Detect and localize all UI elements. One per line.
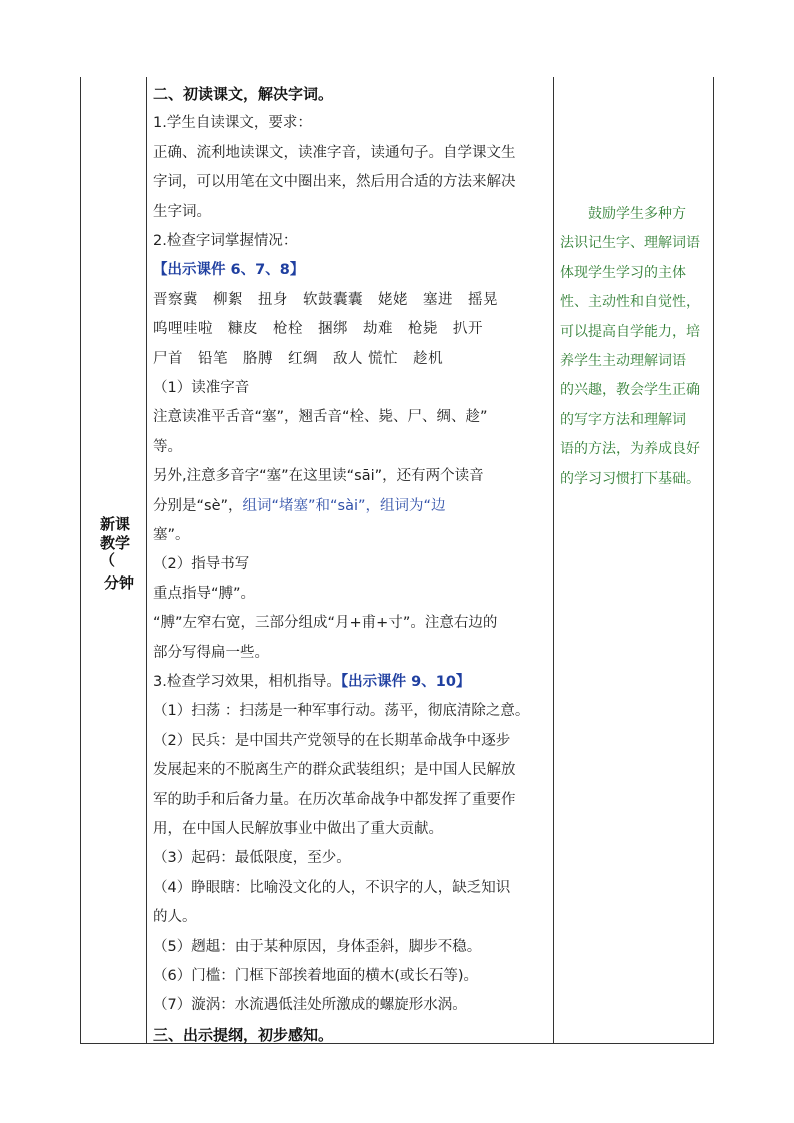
step-line xyxy=(153,668,551,697)
content-line: 塞”。 xyxy=(153,527,190,543)
content-line: 1.学生自读课文，要求： xyxy=(153,115,312,132)
design-intent-line: 的兴趣，教会学生正确 xyxy=(560,382,700,399)
section-label-line: 新课 xyxy=(100,515,131,533)
pronunciation-example: 组词“堵塞”和“sài”，组词为“边 xyxy=(242,497,446,514)
content-line: （3）起码：最低限度，至少。 xyxy=(153,850,351,867)
design-intent-line: 鼓励学生多种方 xyxy=(560,206,686,222)
content-line: （6）门槛：门框下部挨着地面的横木(或长石等)。 xyxy=(153,968,479,984)
design-intent-line: 语的方法，为养成良好 xyxy=(560,441,700,458)
step-text: 3.检查学习效果，相机指导。 xyxy=(153,674,341,690)
section-heading: 二、初读课文，解决字词。 xyxy=(153,85,334,103)
content-line: 部分写得扁一些。 xyxy=(153,644,269,661)
section-heading: 三、出示提纲，初步感知。 xyxy=(153,1025,334,1044)
courseware-reference: 【出示课件 6、7、8】 xyxy=(153,262,305,279)
content-line: 正确、流利地读课文，读准字音，读通句子。自学课文生 xyxy=(153,144,516,161)
content-line: 用，在中国人民解放事业中做出了重大贡献。 xyxy=(153,821,443,837)
content-line: （2）民兵：是中国共产党领导的在长期革命战争中逐步 xyxy=(153,732,511,749)
content-line: 发展起来的不脱离生产的群众武装组织；是中国人民解放 xyxy=(153,762,516,779)
design-intent-line: 性、主动性和自觉性， xyxy=(560,294,700,311)
section-label-line: （ xyxy=(100,551,116,569)
column-divider-right xyxy=(553,77,554,1044)
content-line: 注意读准平舌音“塞”，翘舌音“栓、毙、尸、绸、趁” xyxy=(153,409,488,426)
pronunciation-line xyxy=(153,492,551,521)
content-line: 等。 xyxy=(153,438,182,455)
design-intent-line: 法识记生字、理解词语 xyxy=(560,235,700,252)
content-line: （1）读准字音 xyxy=(153,380,250,396)
content-line: 另外,注意多音字“塞”在这里读“sāi”，还有两个读音 xyxy=(153,468,484,485)
content-line: （4）睁眼瞎：比喻没文化的人，不识字的人，缺乏知识 xyxy=(153,879,511,896)
pronunciation-text: 分别是“sè”， xyxy=(153,497,243,514)
content-line: 的人。 xyxy=(153,909,197,926)
vocabulary-row: 呜哩哇啦 糠皮 枪栓 捆绑 劫难 枪毙 扒开 xyxy=(153,321,483,338)
design-intent-line: 的写字方法和理解词 xyxy=(560,411,686,428)
design-intent-line: 的学习习惯打下基础。 xyxy=(560,470,700,487)
content-line: 字词，可以用笔在文中圈出来，然后用合适的方法来解决 xyxy=(153,174,516,191)
content-line: （1）扫荡 ：扫荡是一种军事行动。荡平，彻底清除之意。 xyxy=(153,703,530,720)
column-divider-left xyxy=(146,77,147,1044)
content-line: 重点指导“膊”。 xyxy=(153,585,256,602)
content-line: （5）趔趄：由于某种原因，身体歪斜，脚步不稳。 xyxy=(153,938,482,955)
content-line: “膊”左窄右宽，三部分组成“月+甫+寸”。注意右边的 xyxy=(153,615,498,632)
section-label-line: 教学 xyxy=(100,534,131,552)
content-line: （2）指导书写 xyxy=(153,556,250,573)
design-intent-line: 可以提高自学能力，培 xyxy=(560,323,700,340)
design-intent-line: 体现学生学习的主体 xyxy=(560,264,686,281)
content-line: （7）漩涡：水流遇低洼处所激成的螺旋形水涡。 xyxy=(153,997,467,1014)
vocabulary-row: 晋察冀 柳絮 扭身 软鼓囊囊 姥姥 塞进 摇晃 xyxy=(153,291,498,308)
content-line: 生字词。 xyxy=(153,203,211,220)
design-intent-line: 养学生主动理解词语 xyxy=(560,353,686,369)
content-line: 军的助手和后备力量。在历次革命战争中都发挥了重要作 xyxy=(153,791,516,808)
section-label-line: 分钟 xyxy=(104,574,135,592)
courseware-reference: 【出示课件 9、10】 xyxy=(340,674,471,690)
vocabulary-row: 尸首 铅笔 胳膊 红绸 敌人 慌忙 趁机 xyxy=(153,350,444,367)
content-line: 2.检查字词掌握情况： xyxy=(153,233,298,249)
section-label xyxy=(100,515,144,593)
